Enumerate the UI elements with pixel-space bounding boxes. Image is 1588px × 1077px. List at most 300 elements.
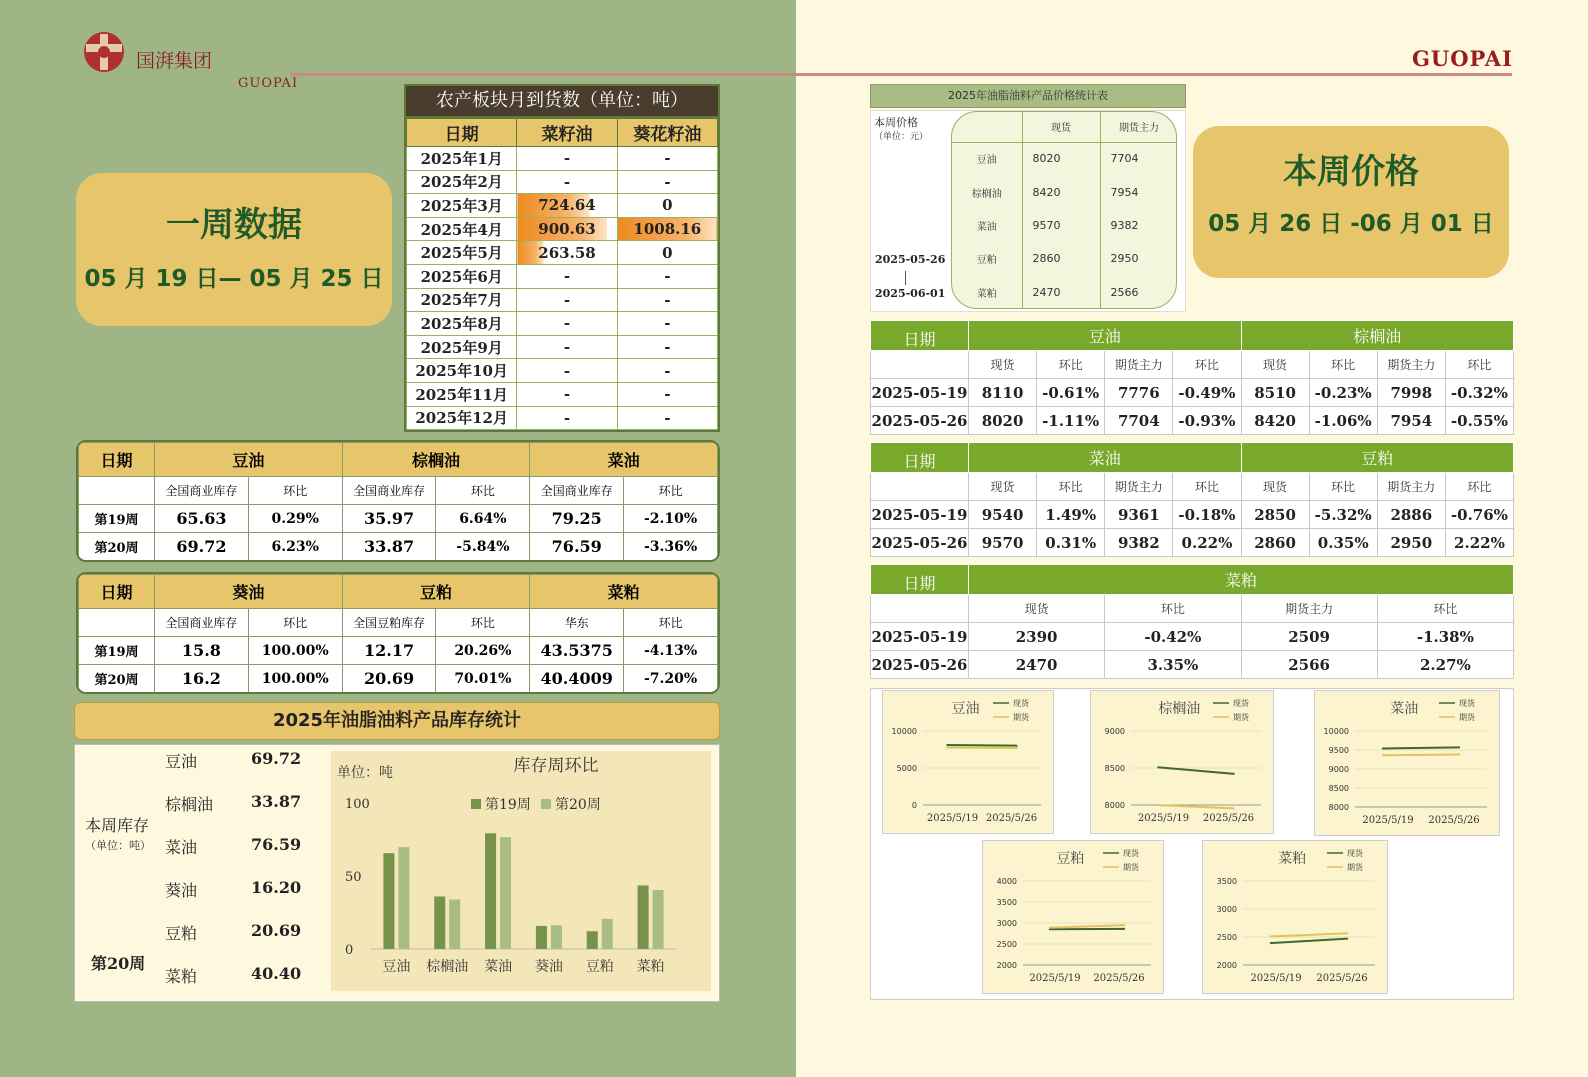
price-table-rapeseed-soymeal <box>870 442 1514 557</box>
inventory-subheader-cell: 环比 <box>436 477 530 505</box>
inventory-group-header: 菜油 <box>530 443 718 477</box>
price-table-value-cell: 8020 <box>969 407 1037 435</box>
arrivals-value-cell: 900.63 <box>517 217 617 241</box>
inventory-subheader-cell: 华东 <box>530 609 624 637</box>
price-table-date-cell: 2025-05-19 <box>871 379 969 407</box>
mini-line-chart <box>1091 691 1275 835</box>
inventory-row <box>79 533 718 561</box>
stock-stats-label-week: 第20周 <box>91 954 146 973</box>
arrivals-value-cell: - <box>517 264 617 288</box>
price-table-row <box>871 651 1514 679</box>
mini-ytick: 10000 <box>1323 727 1349 736</box>
inventory-value-cell: 100.00% <box>248 637 342 665</box>
inventory-week-cell: 第19周 <box>79 505 155 533</box>
bar-legend-label: 第19周 <box>485 797 531 813</box>
arrivals-month-cell: 2025年3月 <box>407 194 517 218</box>
brand-name-en: GUOPAI <box>238 76 299 91</box>
arrivals-row <box>407 406 718 430</box>
price-table-row <box>871 407 1514 435</box>
mini-series-line-spot <box>947 745 1018 746</box>
mini-ytick: 8500 <box>1104 764 1125 773</box>
inventory-value-cell: 65.63 <box>155 505 249 533</box>
mini-legend-label: 现货 <box>1233 699 1249 708</box>
arrivals-value-cell: - <box>517 382 617 406</box>
inventory-table-2-panel <box>76 572 720 694</box>
arrivals-value-cell: 0 <box>617 194 717 218</box>
arrivals-month-cell: 2025年7月 <box>407 288 517 312</box>
inventory-value-cell: 15.8 <box>155 637 249 665</box>
price-table-value-cell: 2950 <box>1377 529 1445 557</box>
price-table-value-cell: 8510 <box>1241 379 1309 407</box>
price-summary-value: 2470 <box>1022 276 1100 309</box>
mini-chart-4 <box>982 840 1164 994</box>
inventory-value-cell: 20.26% <box>436 637 530 665</box>
inventory-subheader-cell: 环比 <box>436 609 530 637</box>
arrivals-value-cell: - <box>517 359 617 383</box>
arrivals-value-cell: - <box>517 170 617 194</box>
price-summary-grid-box <box>951 111 1177 309</box>
inventory-week-cell: 第19周 <box>79 637 155 665</box>
stock-item-value: 20.69 <box>251 921 302 940</box>
mini-xtick: 2025/5/26 <box>1316 973 1368 984</box>
price-summary-value: 2950 <box>1100 242 1177 275</box>
mini-xtick: 2025/5/26 <box>1428 815 1480 826</box>
arrivals-value-cell: - <box>617 359 717 383</box>
price-table-value-cell: 7776 <box>1105 379 1173 407</box>
price-summary-value: 9570 <box>1022 209 1100 242</box>
mini-ytick: 5000 <box>896 764 917 773</box>
bar-chart-category: 豆粕 <box>585 959 614 975</box>
arrivals-row <box>407 359 718 383</box>
mini-xtick: 2025/5/19 <box>926 813 979 824</box>
stock-item-value: 33.87 <box>251 792 302 811</box>
inventory-row <box>79 637 718 665</box>
price-table-value-cell: 2.27% <box>1377 651 1513 679</box>
inventory-table-1 <box>78 442 718 561</box>
price-table-date-header: 日期 <box>871 321 969 351</box>
mini-legend-label: 现货 <box>1013 699 1029 708</box>
price-table-subheader-cell: 现货 <box>969 351 1037 379</box>
inventory-row <box>79 505 718 533</box>
mini-ytick: 9500 <box>1328 746 1349 755</box>
week-card-title: 一周数据 <box>166 205 302 245</box>
price-summary-row <box>952 242 1177 275</box>
price-summary-product: 棕榈油 <box>952 175 1022 208</box>
price-table-group-header: 豆油 <box>969 321 1242 351</box>
price-table-subheader-row <box>871 351 1514 379</box>
price-table-group-header: 豆粕 <box>1241 443 1514 473</box>
arrivals-row <box>407 288 718 312</box>
mini-chart-title: 棕榈油 <box>1158 701 1201 717</box>
inventory-subheader-row <box>79 477 718 505</box>
stock-stats-title-bar <box>74 702 720 740</box>
price-table-subheader-cell: 期货主力 <box>1105 351 1173 379</box>
mini-legend-label: 期货 <box>1347 863 1363 872</box>
price-summary-title: 2025年油脂油料产品价格统计表 <box>948 89 1108 102</box>
price-table-value-cell: 2509 <box>1241 623 1377 651</box>
inventory-subheader-cell: 环比 <box>248 477 342 505</box>
stock-item-name: 菜粕 <box>165 967 198 986</box>
mini-legend-label: 期货 <box>1123 863 1139 872</box>
price-table-subheader-row <box>871 473 1514 501</box>
mini-series-line-futures <box>1158 805 1235 808</box>
inventory-value-cell: 6.23% <box>248 533 342 561</box>
mini-chart-title: 豆油 <box>951 701 980 717</box>
inventory-subheader-cell: 全国商业库存 <box>155 477 249 505</box>
inventory-value-cell: 100.00% <box>248 665 342 693</box>
bar-chart-ytick: 100 <box>345 797 370 812</box>
inventory-value-cell: 12.17 <box>342 637 436 665</box>
stock-stats-label-unit: （单位：吨） <box>85 839 151 852</box>
price-table-date-cell: 2025-05-26 <box>871 407 969 435</box>
price-summary-card <box>1193 126 1509 278</box>
inventory-subheader-cell: 环比 <box>624 609 718 637</box>
price-table-subheader-cell: 环比 <box>1309 473 1377 501</box>
price-table-date-cell: 2025-05-26 <box>871 529 969 557</box>
price-table-value-cell: -0.93% <box>1173 407 1241 435</box>
price-table-value-cell: -0.42% <box>1105 623 1241 651</box>
price-card-dates: 05 月 26 日 -06 月 01 日 <box>1208 211 1494 237</box>
arrivals-value-cell: - <box>617 288 717 312</box>
arrivals-value-cell: 724.64 <box>517 194 617 218</box>
price-summary-row <box>952 175 1177 208</box>
price-summary-header-cell: 现货 <box>1022 112 1100 142</box>
inventory-subheader-cell: 环比 <box>248 609 342 637</box>
price-table-value-cell: 7998 <box>1377 379 1445 407</box>
arrivals-value-cell: - <box>617 264 717 288</box>
arrivals-month-cell: 2025年12月 <box>407 406 517 430</box>
arrivals-value-cell: 1008.16 <box>617 217 717 241</box>
inventory-table-2 <box>78 574 718 693</box>
price-table-value-cell: 8110 <box>969 379 1037 407</box>
inventory-group-header: 棕榈油 <box>342 443 530 477</box>
mini-ytick: 0 <box>911 801 917 810</box>
price-summary-header-cell: 期货主力 <box>1100 112 1177 142</box>
bar-0-1 <box>434 896 445 949</box>
bar-chart-category: 菜粕 <box>636 959 665 975</box>
inventory-value-cell: 40.4009 <box>530 665 624 693</box>
inventory-subheader-cell: 全国商业库存 <box>530 477 624 505</box>
price-summary-value: 9382 <box>1100 209 1177 242</box>
inventory-value-cell: 6.64% <box>436 505 530 533</box>
arrivals-row <box>407 335 718 359</box>
arrivals-row <box>407 382 718 406</box>
price-summary-header-cell <box>952 112 1022 142</box>
price-table-subheader-cell: 期货主力 <box>1377 473 1445 501</box>
mini-xtick: 2025/5/19 <box>1362 815 1414 826</box>
arrivals-value-cell: 0 <box>617 241 717 265</box>
inventory-row <box>79 665 718 693</box>
mini-xtick: 2025/5/19 <box>1029 973 1081 984</box>
price-table-rapemeal <box>870 564 1514 679</box>
inventory-group-header: 豆油 <box>155 443 343 477</box>
arrivals-month-cell: 2025年6月 <box>407 264 517 288</box>
bar-1-5 <box>653 890 664 949</box>
mini-series-line-spot <box>1382 747 1460 748</box>
header-brand-right: GUOPAI <box>1412 46 1513 71</box>
bar-1-2 <box>500 837 511 949</box>
price-summary-panel <box>870 110 1186 312</box>
bar-chart-category: 棕榈油 <box>426 959 469 975</box>
price-table-value-cell: 2470 <box>969 651 1105 679</box>
week-summary-card <box>76 173 392 326</box>
price-table-value-cell: 7954 <box>1377 407 1445 435</box>
arrivals-row <box>407 170 718 194</box>
inventory-table-1-panel <box>76 440 720 562</box>
mini-xtick: 2025/5/19 <box>1137 813 1190 824</box>
bar-chart-category: 豆油 <box>382 959 411 975</box>
inventory-subheader-cell <box>79 477 155 505</box>
price-table-oils <box>870 320 1514 435</box>
price-table-value-cell: 2850 <box>1241 501 1309 529</box>
bar-0-2 <box>485 833 496 949</box>
arrivals-month-cell: 2025年10月 <box>407 359 517 383</box>
inventory-group-row <box>79 443 718 477</box>
arrivals-month-cell: 2025年11月 <box>407 382 517 406</box>
mini-ytick: 9000 <box>1328 765 1349 774</box>
price-summary-row <box>952 276 1177 309</box>
price-summary-unit: （单位：元） <box>874 132 929 142</box>
price-table-value-cell: 2886 <box>1377 501 1445 529</box>
stock-item-name: 葵油 <box>165 881 198 900</box>
arrivals-value-cell: - <box>617 147 717 171</box>
inventory-value-cell: 79.25 <box>530 505 624 533</box>
inventory-week-cell: 第20周 <box>79 665 155 693</box>
inventory-group-header: 葵油 <box>155 575 343 609</box>
arrivals-value-cell: - <box>617 382 717 406</box>
price-summary-value: 8420 <box>1022 175 1100 208</box>
arrivals-panel <box>404 84 720 432</box>
price-summary-product: 菜粕 <box>952 276 1022 309</box>
price-table-value-cell: 2566 <box>1241 651 1377 679</box>
price-table-value-cell: -0.32% <box>1445 379 1513 407</box>
arrivals-value-cell: - <box>617 335 717 359</box>
price-summary-product: 豆粕 <box>952 242 1022 275</box>
bar-0-4 <box>587 931 598 949</box>
mini-ytick: 3000 <box>996 919 1017 928</box>
price-table-value-cell: 1.49% <box>1037 501 1105 529</box>
price-table-group-header: 棕榈油 <box>1241 321 1514 351</box>
arrivals-header-cell: 菜籽油 <box>517 119 617 147</box>
price-table-value-cell: 2.22% <box>1445 529 1513 557</box>
price-table-row <box>871 501 1514 529</box>
inventory-value-cell: -7.20% <box>624 665 718 693</box>
price-table-date-header: 日期 <box>871 565 969 595</box>
price-table-date-cell: 2025-05-19 <box>871 501 969 529</box>
bar-legend-swatch <box>541 799 551 809</box>
price-table-value-cell: -1.06% <box>1309 407 1377 435</box>
price-table-subheader-row <box>871 595 1514 623</box>
mini-ytick: 3500 <box>996 898 1017 907</box>
week-card-dates: 05 月 19 日— 05 月 25 日 <box>84 266 384 292</box>
arrivals-title: 农产板块月到货数（单位：吨） <box>406 86 718 116</box>
bar-chart-category: 菜油 <box>484 959 513 975</box>
bar-chart-unit: 单位：吨 <box>337 765 393 781</box>
mini-xtick: 2025/5/26 <box>1202 813 1255 824</box>
mini-chart-title: 菜粕 <box>1278 851 1307 867</box>
arrivals-row <box>407 264 718 288</box>
inventory-value-cell: -4.13% <box>624 637 718 665</box>
price-table-date-cell: 2025-05-19 <box>871 623 969 651</box>
price-table-value-cell: 9540 <box>969 501 1037 529</box>
mini-ytick: 3500 <box>1216 877 1237 886</box>
price-table-subheader-cell: 环比 <box>1309 351 1377 379</box>
inventory-value-cell: 35.97 <box>342 505 436 533</box>
price-summary-title-bar <box>870 84 1186 108</box>
arrivals-value-cell: - <box>517 147 617 171</box>
stock-stats-title: 2025年油脂油料产品库存统计 <box>272 710 522 731</box>
mini-series-line-futures <box>1049 925 1125 928</box>
price-table-value-cell: 9361 <box>1105 501 1173 529</box>
bar-0-3 <box>536 926 547 949</box>
mini-line-chart <box>983 841 1165 995</box>
arrivals-row <box>407 241 718 265</box>
inventory-week-cell: 第20周 <box>79 533 155 561</box>
mini-line-chart <box>1315 691 1501 837</box>
mini-legend-label: 期货 <box>1459 713 1475 722</box>
price-table-subheader-cell: 环比 <box>1105 595 1241 623</box>
stock-item-name: 豆粕 <box>165 924 198 943</box>
mini-chart-title: 豆粕 <box>1056 851 1085 867</box>
price-table-value-cell: 9382 <box>1105 529 1173 557</box>
logo-icon <box>82 30 128 74</box>
price-table-row <box>871 379 1514 407</box>
inventory-value-cell: -2.10% <box>624 505 718 533</box>
price-card-title: 本周价格 <box>1283 152 1419 192</box>
mini-series-line-futures <box>1270 933 1348 936</box>
price-table-value-cell: -0.76% <box>1445 501 1513 529</box>
price-summary-value: 2860 <box>1022 242 1100 275</box>
arrivals-month-cell: 2025年5月 <box>407 241 517 265</box>
price-table-date-cell: 2025-05-26 <box>871 651 969 679</box>
stock-item-value: 76.59 <box>251 835 302 854</box>
inventory-group-header: 菜粕 <box>530 575 718 609</box>
bar-legend-label: 第20周 <box>555 797 601 813</box>
arrivals-row <box>407 194 718 218</box>
arrivals-table <box>406 118 718 430</box>
price-table-value-cell: 0.31% <box>1037 529 1105 557</box>
price-table-value-cell: -0.18% <box>1173 501 1241 529</box>
price-table-value-cell: 7704 <box>1105 407 1173 435</box>
arrivals-header-row <box>407 119 718 147</box>
price-table-value-cell: 0.22% <box>1173 529 1241 557</box>
inventory-subheader-cell <box>79 609 155 637</box>
inventory-value-cell: -3.36% <box>624 533 718 561</box>
price-summary-table <box>952 112 1177 309</box>
price-summary-date-divider <box>905 271 906 285</box>
price-table-group-row <box>871 443 1514 473</box>
price-table-value-cell: 0.35% <box>1309 529 1377 557</box>
mini-ytick: 8000 <box>1104 801 1125 810</box>
arrivals-row <box>407 217 718 241</box>
mini-chart-1 <box>882 690 1054 834</box>
price-table-value-cell: -0.23% <box>1309 379 1377 407</box>
price-table-subheader-cell: 环比 <box>1173 473 1241 501</box>
price-table-subheader-cell: 环比 <box>1173 351 1241 379</box>
price-summary-value: 7954 <box>1100 175 1177 208</box>
price-table-value-cell: -1.11% <box>1037 407 1105 435</box>
price-table-value-cell: 8420 <box>1241 407 1309 435</box>
price-table-value-cell: -0.49% <box>1173 379 1241 407</box>
stock-bar-chart <box>331 751 711 991</box>
mini-line-chart <box>883 691 1055 835</box>
price-table-subheader-cell: 环比 <box>1037 351 1105 379</box>
stock-stats-label-main: 本周库存 <box>85 816 150 835</box>
mini-ytick: 8000 <box>1328 803 1349 812</box>
price-table-value-cell: -5.32% <box>1309 501 1377 529</box>
arrivals-month-cell: 2025年2月 <box>407 170 517 194</box>
arrivals-value-cell: - <box>617 312 717 336</box>
bar-1-0 <box>398 847 409 949</box>
price-table-subheader-cell: 环比 <box>1377 595 1513 623</box>
price-table-subheader-cell: 期货主力 <box>1105 473 1173 501</box>
bar-chart-ytick: 50 <box>345 870 362 885</box>
price-table-value-cell: -0.55% <box>1445 407 1513 435</box>
mini-xtick: 2025/5/26 <box>985 813 1038 824</box>
inventory-group-header: 豆粕 <box>342 575 530 609</box>
bar-0-0 <box>383 853 394 949</box>
mini-line-chart <box>1203 841 1389 995</box>
price-table-subheader-cell: 环比 <box>1445 473 1513 501</box>
price-table-subheader-cell: 现货 <box>1241 351 1309 379</box>
price-summary-date-to: 2025-06-01 <box>875 287 946 300</box>
inventory-subheader-row <box>79 609 718 637</box>
price-table-value-cell: -0.61% <box>1037 379 1105 407</box>
inventory-value-cell: 70.01% <box>436 665 530 693</box>
inventory-subheader-cell: 全国豆粕库存 <box>342 609 436 637</box>
bar-1-3 <box>551 925 562 949</box>
price-table-subheader-cell: 现货 <box>1241 473 1309 501</box>
mini-ytick: 2000 <box>1216 961 1237 970</box>
price-table-group-header: 菜油 <box>969 443 1242 473</box>
bar-chart-category: 葵油 <box>534 959 563 975</box>
mini-chart-title: 菜油 <box>1390 701 1419 717</box>
price-summary-product: 豆油 <box>952 142 1022 175</box>
price-table-subheader-cell: 期货主力 <box>1241 595 1377 623</box>
mini-series-line-futures <box>1382 754 1460 755</box>
stock-item-name: 菜油 <box>165 838 198 857</box>
mini-ytick: 2000 <box>996 961 1017 970</box>
price-table-subheader-cell: 现货 <box>969 595 1105 623</box>
price-summary-label: 本周价格 <box>874 116 918 129</box>
brand-logo <box>82 30 128 74</box>
inventory-value-cell: 0.29% <box>248 505 342 533</box>
inventory-value-cell: 20.69 <box>342 665 436 693</box>
bar-0-5 <box>638 885 649 949</box>
price-table-value-cell: -1.38% <box>1377 623 1513 651</box>
mini-chart-5 <box>1202 840 1388 994</box>
mini-series-line-futures <box>947 747 1018 748</box>
arrivals-value-cell: - <box>517 288 617 312</box>
stock-chart-area <box>331 751 711 991</box>
mini-legend-label: 现货 <box>1123 849 1139 858</box>
mini-ytick: 2500 <box>1216 933 1237 942</box>
price-table-subheader-cell: 期货主力 <box>1377 351 1445 379</box>
inventory-value-cell: 76.59 <box>530 533 624 561</box>
price-summary-row <box>952 209 1177 242</box>
inventory-value-cell: 69.72 <box>155 533 249 561</box>
arrivals-month-cell: 2025年1月 <box>407 147 517 171</box>
arrivals-value-cell: 263.58 <box>517 241 617 265</box>
price-table-value-cell: 2390 <box>969 623 1105 651</box>
mini-chart-3 <box>1314 690 1500 836</box>
arrivals-value-cell: - <box>517 312 617 336</box>
brand-name-cn: 国湃集团 <box>136 50 213 72</box>
price-table-subheader-blank <box>871 595 969 623</box>
arrivals-value-cell: - <box>517 406 617 430</box>
price-table-subheader-cell: 环比 <box>1037 473 1105 501</box>
bar-chart-title: 库存周环比 <box>513 756 599 776</box>
